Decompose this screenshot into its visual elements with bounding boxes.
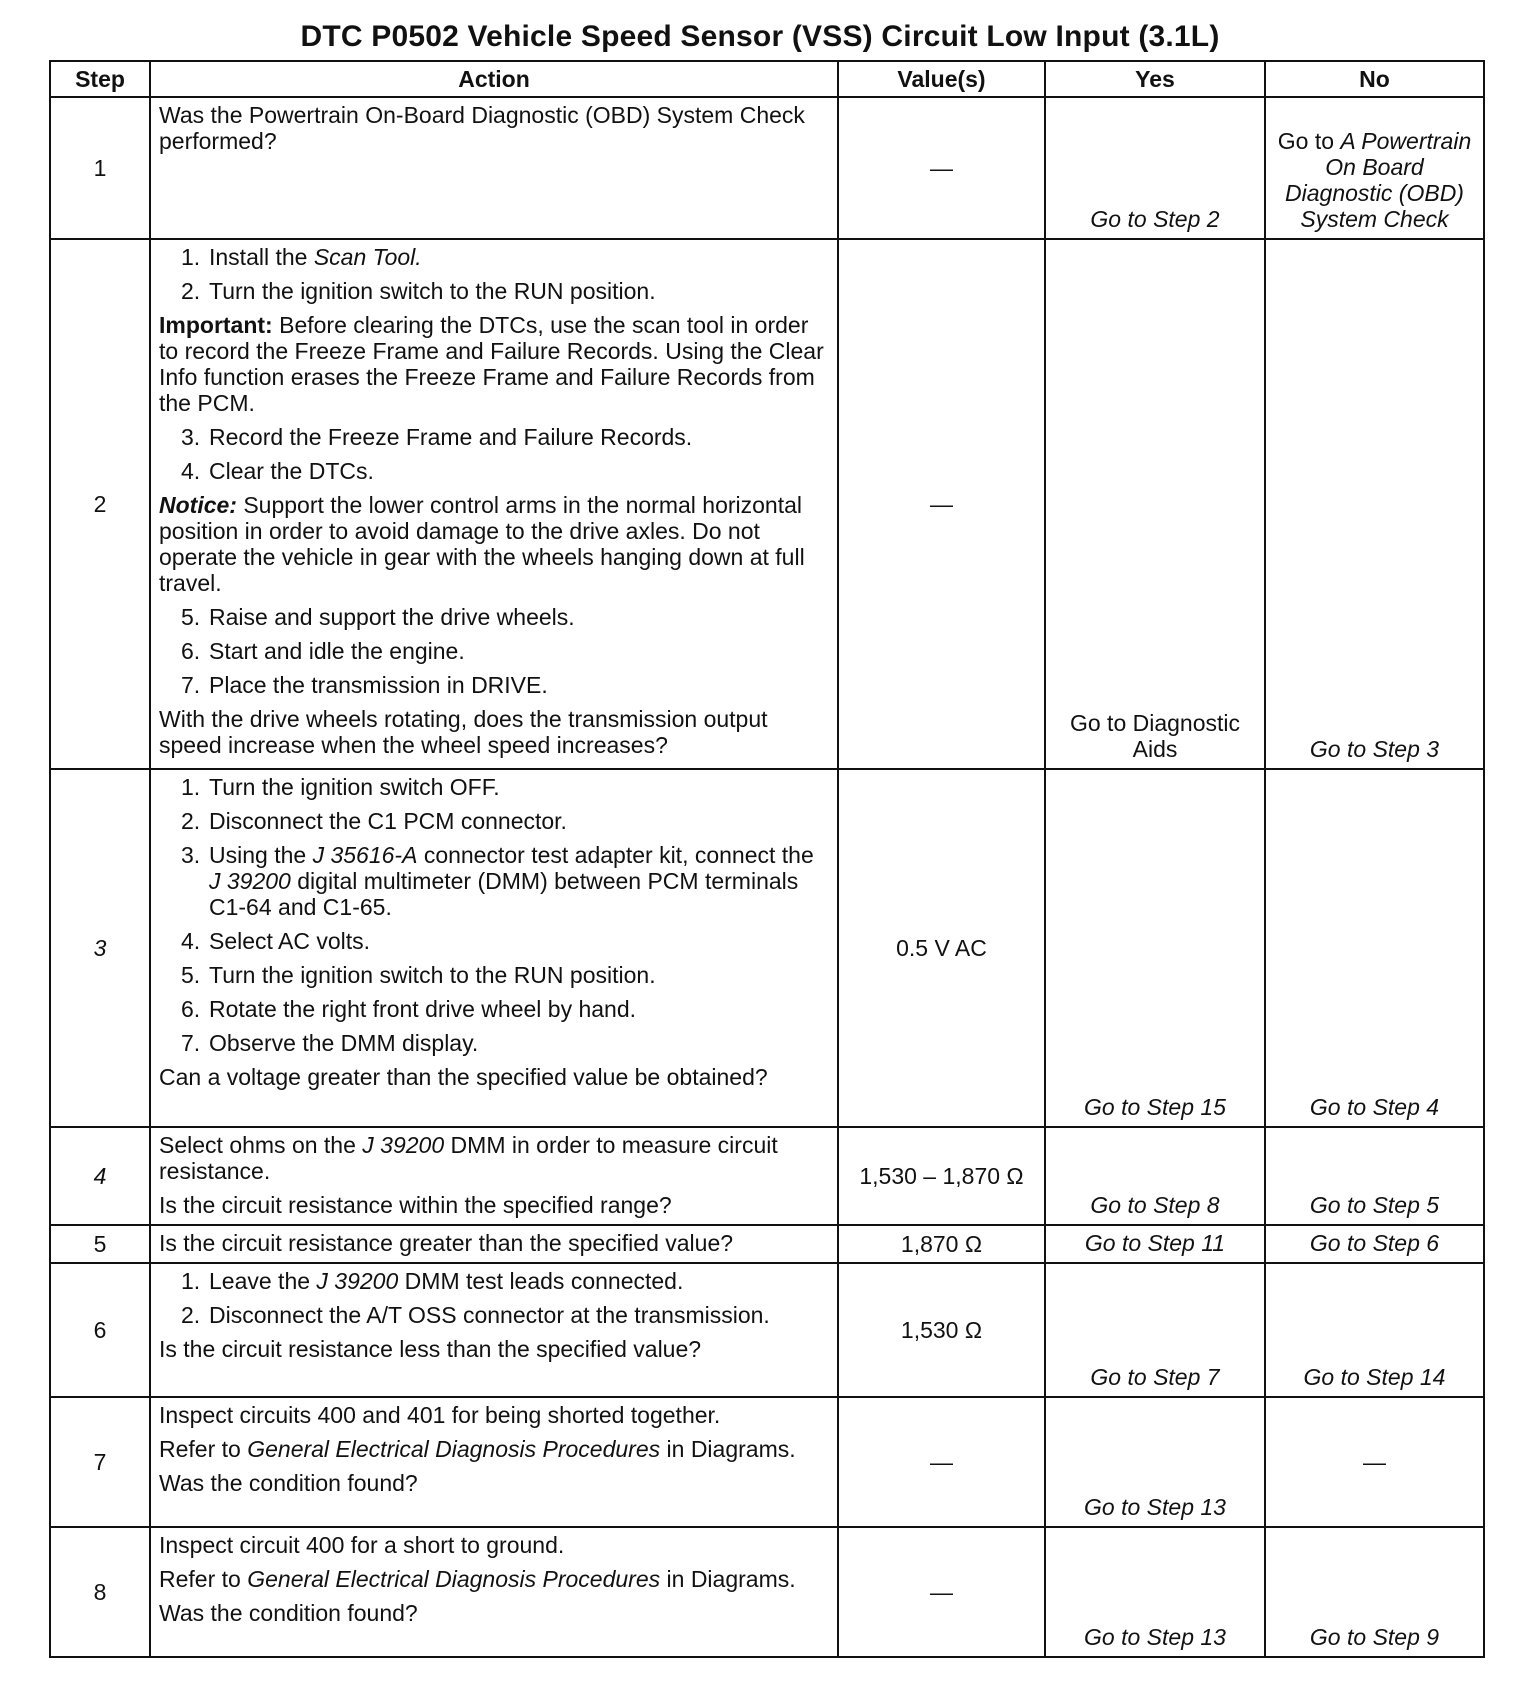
list-item: 4. Select AC volts. xyxy=(181,928,371,954)
value-cell: 1,530 Ω xyxy=(838,1263,1045,1397)
list-item: 7. Place the transmission in DRIVE. xyxy=(181,672,548,698)
step-number: 6 xyxy=(50,1263,150,1397)
instruction: Inspect circuit 400 for a short to ground. xyxy=(159,1532,565,1558)
action-cell xyxy=(150,1225,838,1263)
value-cell: 0.5 V AC xyxy=(838,769,1045,1127)
header-yes: Yes xyxy=(1045,61,1265,97)
question: Is the circuit resistance greater than the specified value? xyxy=(159,1230,734,1256)
question: Is the circuit resistance within the specified range? xyxy=(159,1192,672,1218)
value-cell: — xyxy=(838,239,1045,769)
value-cell: — xyxy=(838,1397,1045,1527)
step-number: 1 xyxy=(50,97,150,239)
action-cell xyxy=(150,769,838,1127)
yes-cell: Go to Step 13 xyxy=(1045,1397,1265,1527)
action-cell xyxy=(150,1263,838,1397)
header-step: Step xyxy=(50,61,150,97)
question: Is the circuit resistance less than the specified value? xyxy=(159,1336,702,1362)
table-row-step-3 xyxy=(50,769,1484,1127)
value-cell: 1,870 Ω xyxy=(838,1225,1045,1263)
question: Can a voltage greater than the specified value be obtained? xyxy=(159,1064,768,1090)
question: Was the condition found? xyxy=(159,1470,418,1496)
action-cell xyxy=(150,1527,838,1657)
no-cell: Go to Step 3 xyxy=(1265,239,1484,769)
step-number: 8 xyxy=(50,1527,150,1657)
list-item: 1. Install the Scan Tool. xyxy=(181,244,422,270)
yes-cell: Go to Step 13 xyxy=(1045,1527,1265,1657)
instruction: Select ohms on the J 39200 DMM in order to measure circuit resistance. xyxy=(159,1132,778,1184)
reference: Refer to General Electrical Diagnosis Procedures in Diagrams. xyxy=(159,1436,796,1462)
yes-cell: Go to Step 8 xyxy=(1045,1127,1265,1225)
page-title: DTC P0502 Vehicle Speed Sensor (VSS) Circuit Low Input (3.1L) xyxy=(300,20,1220,53)
no-cell: Go to Step 5 xyxy=(1265,1127,1484,1225)
step-number: 3 xyxy=(50,769,150,1127)
yes-cell: Go to Step 15 xyxy=(1045,769,1265,1127)
yes-cell: Go to Diagnostic Aids xyxy=(1045,239,1265,769)
value-cell: 1,530 – 1,870 Ω xyxy=(838,1127,1045,1225)
value-cell: — xyxy=(838,97,1045,239)
no-reference: A Powertrain On Board Diagnostic (OBD) System Check xyxy=(1285,128,1472,232)
action-cell xyxy=(150,1127,838,1225)
table-row-step-8 xyxy=(50,1527,1484,1657)
header-no: No xyxy=(1265,61,1484,97)
list-item: 7. Observe the DMM display. xyxy=(181,1030,479,1056)
step-number: 5 xyxy=(50,1225,150,1263)
table-row-step-5 xyxy=(50,1225,1484,1263)
instruction: Inspect circuits 400 and 401 for being shorted together. xyxy=(159,1402,721,1428)
notice-note: Notice: Support the lower control arms in the normal horizontal position in order to avoid damage to the drive axles. Do not operate the vehicle in gear with the wheels hanging down at full travel. xyxy=(159,492,805,596)
action-cell xyxy=(150,1397,838,1527)
table-row-step-4 xyxy=(50,1127,1484,1225)
action-cell xyxy=(150,239,838,769)
no-cell: Go to Step 14 xyxy=(1265,1263,1484,1397)
no-cell: Go to Step 9 xyxy=(1265,1527,1484,1657)
reference: Refer to General Electrical Diagnosis Procedures in Diagrams. xyxy=(159,1566,796,1592)
list-item: 2. Disconnect the A/T OSS connector at the transmission. xyxy=(181,1302,770,1328)
question: Was the condition found? xyxy=(159,1600,418,1626)
yes-cell: Go to Step 2 xyxy=(1045,97,1265,239)
no-prefix: Go to xyxy=(1277,128,1335,154)
important-note: Important: Before clearing the DTCs, use the scan tool in order to record the Freeze Frame and Failure Records. Using the Clear Info function erases the Freeze Frame and Failure Records from the PCM. xyxy=(159,312,824,416)
table-row-step-2 xyxy=(50,239,1484,769)
list-item: 6. Start and idle the engine. xyxy=(181,638,465,664)
table-row-step-1 xyxy=(50,97,1484,239)
list-item: 2. Disconnect the C1 PCM connector. xyxy=(181,808,567,834)
value-cell: — xyxy=(838,1527,1045,1657)
yes-cell: Go to Step 11 xyxy=(1045,1225,1265,1263)
question: Was the Powertrain On-Board Diagnostic (OBD) System Check performed? xyxy=(159,102,805,154)
no-cell: — xyxy=(1265,1397,1484,1527)
list-item: 5. Raise and support the drive wheels. xyxy=(181,604,575,630)
action-cell xyxy=(150,97,838,239)
step-number: 4 xyxy=(50,1127,150,1225)
header-action: Action xyxy=(150,61,838,97)
list-item: 2. Turn the ignition switch to the RUN position. xyxy=(181,278,656,304)
yes-cell: Go to Step 7 xyxy=(1045,1263,1265,1397)
list-item: 4. Clear the DTCs. xyxy=(181,458,374,484)
list-item: 6. Rotate the right front drive wheel by hand. xyxy=(181,996,637,1022)
list-item: 1. Turn the ignition switch OFF. xyxy=(181,774,500,800)
question: With the drive wheels rotating, does the transmission output speed increase when the wheel speed increases? xyxy=(159,706,768,758)
table-row-step-6 xyxy=(50,1263,1484,1397)
header-row xyxy=(50,61,1484,97)
table-row-step-7 xyxy=(50,1397,1484,1527)
diagnostic-table xyxy=(49,60,1485,1658)
no-cell: Go to Step 4 xyxy=(1265,769,1484,1127)
header-values: Value(s) xyxy=(838,61,1045,97)
list-item: 3. Using the J 35616-A connector test adapter kit, connect the J 39200 digital multimeter (DMM) between PCM terminals C1-64 and C1-65. xyxy=(181,842,814,920)
step-number: 7 xyxy=(50,1397,150,1527)
no-cell xyxy=(1265,97,1484,239)
no-cell: Go to Step 6 xyxy=(1265,1225,1484,1263)
step-number: 2 xyxy=(50,239,150,769)
list-item: 5. Turn the ignition switch to the RUN position. xyxy=(181,962,656,988)
list-item: 1. Leave the J 39200 DMM test leads connected. xyxy=(181,1268,684,1294)
list-item: 3. Record the Freeze Frame and Failure Records. xyxy=(181,424,693,450)
